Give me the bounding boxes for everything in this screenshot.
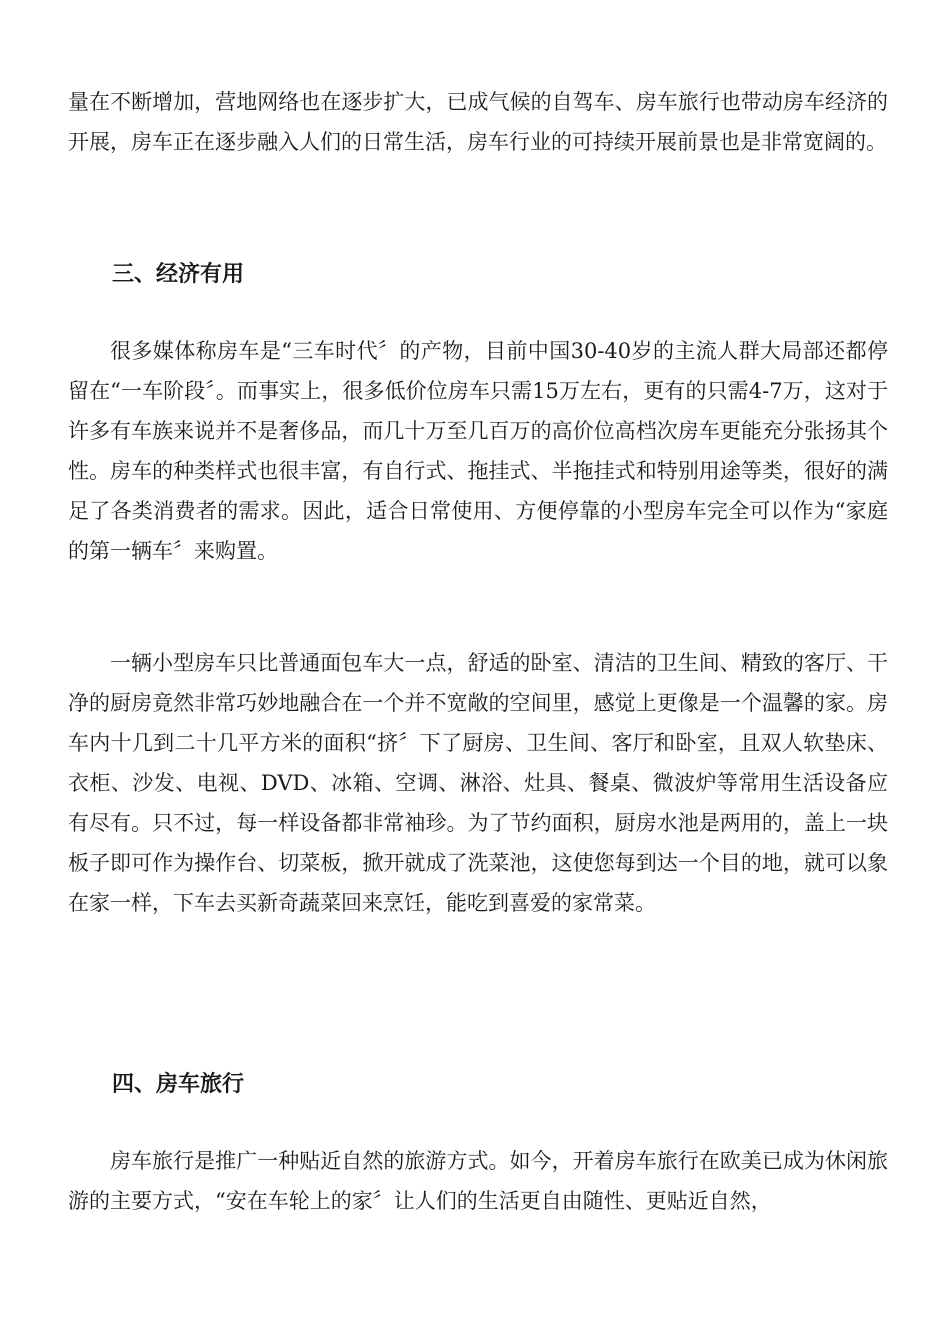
paragraph-economy-2: 一辆小型房车只比普通面包车大一点，舒适的卧室、清洁的卫生间、精致的客厅、干净的厨房竟然非常巧妙地融合在一个并不宽敞的空间里，感觉上更像是一个温馨的家。房车内十几到二十几平方米的面积“挤〞下了厨房、卫生间、客厅和卧室，且双人软垫床、衣柜、沙发、电视、DVD、冰箱、空调、淋浴、灶具、餐桌、微波炉等常用生活设备应有尽有。只不过，每一样设备都非常袖珍。为了节约面积，厨房水池是两用的，盖上一块板子即可作为操作台、切菜板，掀开就成了洗菜池，这使您每到达一个目的地，就可以象在家一样，下车去买新奇蔬菜回来烹饪，能吃到喜爱的家常菜。 xyxy=(68,651,888,915)
paragraph-continued: 量在不断增加，营地网络也在逐步扩大，已成气候的自驾车、房车旅行也带动房车经济的开展，房车正在逐步融入人们的日常生活，房车行业的可持续开展前景也是非常宽阔的。 xyxy=(68,90,888,154)
section-heading-rv-travel: 四、房车旅行 xyxy=(112,1072,245,1097)
section-heading-economy: 三、经济有用 xyxy=(112,262,245,287)
paragraph-rv-travel: 房车旅行是推广一种贴近自然的旅游方式。如今，开着房车旅行在欧美已成为休闲旅游的主要方式，“安在车轮上的家〞让人们的生活更自由随性、更贴近自然， xyxy=(68,1149,888,1213)
paragraph-economy-1: 很多媒体称房车是“三车时代〞的产物，目前中国30-40岁的主流人群大局部还都停留在“一车阶段〞。而事实上，很多低价位房车只需15万左右，更有的只需4-7万，这对于许多有车族来说并不是奢侈品，而几十万至几百万的高价位高档次房车更能充分张扬其个性。房车的种类样式也很丰富，有自行式、拖挂式、半拖挂式和特别用途等类，很好的满足了各类消费者的需求。因此，适合日常使用、方便停靠的小型房车完全可以作为“家庭的第一辆车〞来购置。 xyxy=(68,339,888,563)
